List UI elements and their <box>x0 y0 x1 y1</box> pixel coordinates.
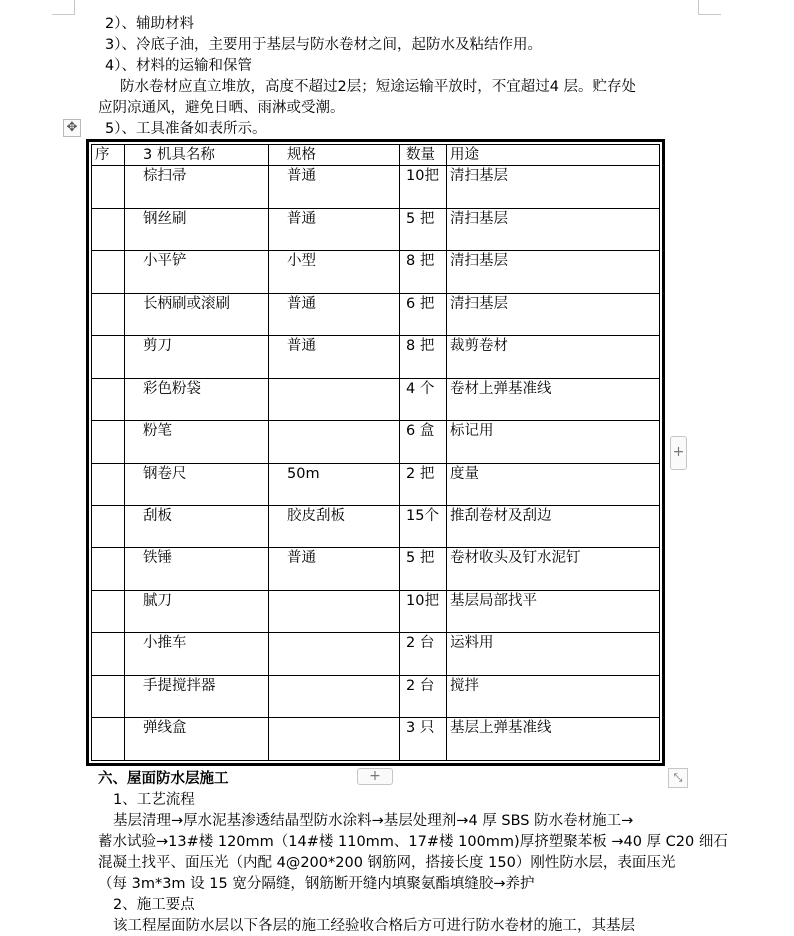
cell-index[interactable] <box>92 293 125 335</box>
cell-spec[interactable]: 普通 <box>269 208 400 250</box>
cell-use[interactable]: 清扫基层 <box>447 293 660 335</box>
add-column-button[interactable]: + <box>670 436 687 470</box>
text-line-process-1: 基层清理→厚水泥基渗透结晶型防水涂料→基层处理剂→4 厚 SBS 防水卷材施工→ <box>113 813 634 829</box>
section-heading-roof-waterproofing: 六、屋面防水层施工 <box>98 771 229 787</box>
cell-index[interactable] <box>92 251 125 293</box>
table-row <box>92 590 660 632</box>
table-row <box>92 718 660 761</box>
cell-name[interactable]: 棕扫帚 <box>125 166 269 208</box>
cell-index[interactable] <box>92 505 125 547</box>
cell-use[interactable]: 卷材上弹基准线 <box>447 378 660 420</box>
cell-index[interactable] <box>92 421 125 463</box>
cell-use[interactable]: 标记用 <box>447 421 660 463</box>
text-line-storage-rule: 防水卷材应直立堆放，高度不超过2层；短途运输平放时，不宜超过4 层。贮存处 <box>120 79 637 95</box>
subheading-process-flow: 1、工艺流程 <box>113 792 195 808</box>
cell-name[interactable]: 小平铲 <box>125 251 269 293</box>
cell-name[interactable]: 彩色粉袋 <box>125 378 269 420</box>
cell-index[interactable] <box>92 166 125 208</box>
cell-index[interactable] <box>92 208 125 250</box>
cell-name[interactable]: 长柄刷或滚刷 <box>125 293 269 335</box>
header-cell-index[interactable]: 序 <box>92 145 125 166</box>
cell-qty[interactable]: 6 把 <box>400 293 447 335</box>
page-corner-mark-left <box>52 0 75 15</box>
table-resize-handle-icon[interactable]: ⤡ <box>668 768 688 788</box>
table-row <box>92 166 660 208</box>
cell-qty[interactable]: 8 把 <box>400 251 447 293</box>
cell-use[interactable]: 清扫基层 <box>447 251 660 293</box>
cell-index[interactable] <box>92 378 125 420</box>
cell-use[interactable]: 裁剪卷材 <box>447 336 660 378</box>
table-row <box>92 251 660 293</box>
table-row <box>92 336 660 378</box>
cell-use[interactable]: 基层上弹基准线 <box>447 718 660 761</box>
cell-index[interactable] <box>92 463 125 505</box>
table-row <box>92 378 660 420</box>
cell-spec[interactable]: 普通 <box>269 166 400 208</box>
cell-name[interactable]: 手提搅拌器 <box>125 675 269 717</box>
cell-index[interactable] <box>92 718 125 761</box>
cell-qty[interactable]: 8 把 <box>400 336 447 378</box>
table-row <box>92 633 660 675</box>
cell-qty[interactable]: 2 台 <box>400 633 447 675</box>
table-row <box>92 293 660 335</box>
text-line-construction-points-1: 该工程屋面防水层以下各层的施工经验收合格后方可进行防水卷材的施工，其基层 <box>113 918 635 934</box>
table-move-handle-icon[interactable]: ✥ <box>63 119 81 137</box>
cell-spec[interactable]: 普通 <box>269 336 400 378</box>
add-row-button[interactable]: + <box>357 768 393 785</box>
cell-spec[interactable]: 胶皮刮板 <box>269 505 400 547</box>
text-line-auxiliary-materials: 2）、辅助材料 <box>105 16 194 32</box>
table-row <box>92 421 660 463</box>
cell-index[interactable] <box>92 548 125 590</box>
cell-spec[interactable]: 普通 <box>269 548 400 590</box>
cell-qty[interactable]: 3 只 <box>400 718 447 761</box>
subheading-construction-points: 2、施工要点 <box>113 897 195 913</box>
tools-table <box>91 144 660 761</box>
table-row <box>92 675 660 717</box>
cell-qty[interactable]: 5 把 <box>400 208 447 250</box>
cell-name[interactable]: 小推车 <box>125 633 269 675</box>
header-cell-name[interactable]: 3 机具名称 <box>125 145 269 166</box>
text-line-storage-rule-cont: 应阴凉通风，避免日晒、雨淋或受潮。 <box>98 100 345 116</box>
cell-qty[interactable]: 10把 <box>400 166 447 208</box>
cell-index[interactable] <box>92 633 125 675</box>
cell-qty[interactable]: 2 台 <box>400 675 447 717</box>
table-row <box>92 505 660 547</box>
cell-use[interactable]: 搅拌 <box>447 675 660 717</box>
text-line-process-3: 混凝土找平、面压光（内配 4@200*200 钢筋网，搭接长度 150）刚性防水层，表面压光 <box>98 855 676 871</box>
cell-qty[interactable]: 6 盒 <box>400 421 447 463</box>
cell-use[interactable]: 运料用 <box>447 633 660 675</box>
cell-name[interactable]: 剪刀 <box>125 336 269 378</box>
cell-name[interactable]: 刮板 <box>125 505 269 547</box>
cell-name[interactable]: 弹线盒 <box>125 718 269 761</box>
table-header-row <box>92 145 660 166</box>
cell-index[interactable] <box>92 336 125 378</box>
cell-spec[interactable]: 50m <box>269 463 400 505</box>
cell-name[interactable]: 铁锤 <box>125 548 269 590</box>
cell-use[interactable]: 推刮卷材及刮边 <box>447 505 660 547</box>
cell-spec[interactable]: 普通 <box>269 293 400 335</box>
header-cell-qty[interactable]: 数量 <box>400 145 447 166</box>
cell-qty[interactable]: 5 把 <box>400 548 447 590</box>
cell-spec[interactable] <box>269 590 400 632</box>
cell-spec[interactable]: 小型 <box>269 251 400 293</box>
cell-name[interactable]: 钢丝刷 <box>125 208 269 250</box>
cell-name[interactable]: 钢卷尺 <box>125 463 269 505</box>
text-line-process-4: （每 3m*3m 设 15 宽分隔缝，钢筋断开缝内填聚氨酯填缝胶→养护 <box>98 876 535 892</box>
cell-spec[interactable] <box>269 633 400 675</box>
table-row <box>92 208 660 250</box>
text-line-transport-storage: 4）、材料的运输和保管 <box>105 58 252 74</box>
header-cell-use[interactable]: 用途 <box>447 145 660 166</box>
cell-index[interactable] <box>92 590 125 632</box>
cell-index[interactable] <box>92 675 125 717</box>
cell-name[interactable]: 腻刀 <box>125 590 269 632</box>
cell-spec[interactable] <box>269 421 400 463</box>
header-cell-spec[interactable]: 规格 <box>269 145 400 166</box>
cell-spec[interactable] <box>269 675 400 717</box>
table-row <box>92 548 660 590</box>
table-row <box>92 463 660 505</box>
cell-use[interactable]: 卷材收头及钉水泥钉 <box>447 548 660 590</box>
cell-spec[interactable] <box>269 378 400 420</box>
tools-table-frame <box>86 139 665 766</box>
cell-use[interactable]: 度量 <box>447 463 660 505</box>
cell-qty[interactable]: 15个 <box>400 505 447 547</box>
cell-use[interactable]: 基层局部找平 <box>447 590 660 632</box>
text-line-process-2: 蓄水试验→13#楼 120mm（14#楼 110mm、17#楼 100mm)厚挤塑聚苯板 →40 厚 C20 细石 <box>98 834 728 850</box>
cell-use[interactable]: 清扫基层 <box>447 166 660 208</box>
cell-spec[interactable] <box>269 718 400 761</box>
page-corner-mark-right <box>698 0 721 15</box>
cell-qty[interactable]: 2 把 <box>400 463 447 505</box>
text-line-cold-primer: 3）、冷底子油，主要用于基层与防水卷材之间，起防水及粘结作用。 <box>105 37 542 53</box>
cell-qty[interactable]: 10把 <box>400 590 447 632</box>
cell-name[interactable]: 粉笔 <box>125 421 269 463</box>
cell-use[interactable]: 清扫基层 <box>447 208 660 250</box>
cell-qty[interactable]: 4 个 <box>400 378 447 420</box>
text-line-tools-prep: 5）、工具准备如表所示。 <box>105 121 267 137</box>
